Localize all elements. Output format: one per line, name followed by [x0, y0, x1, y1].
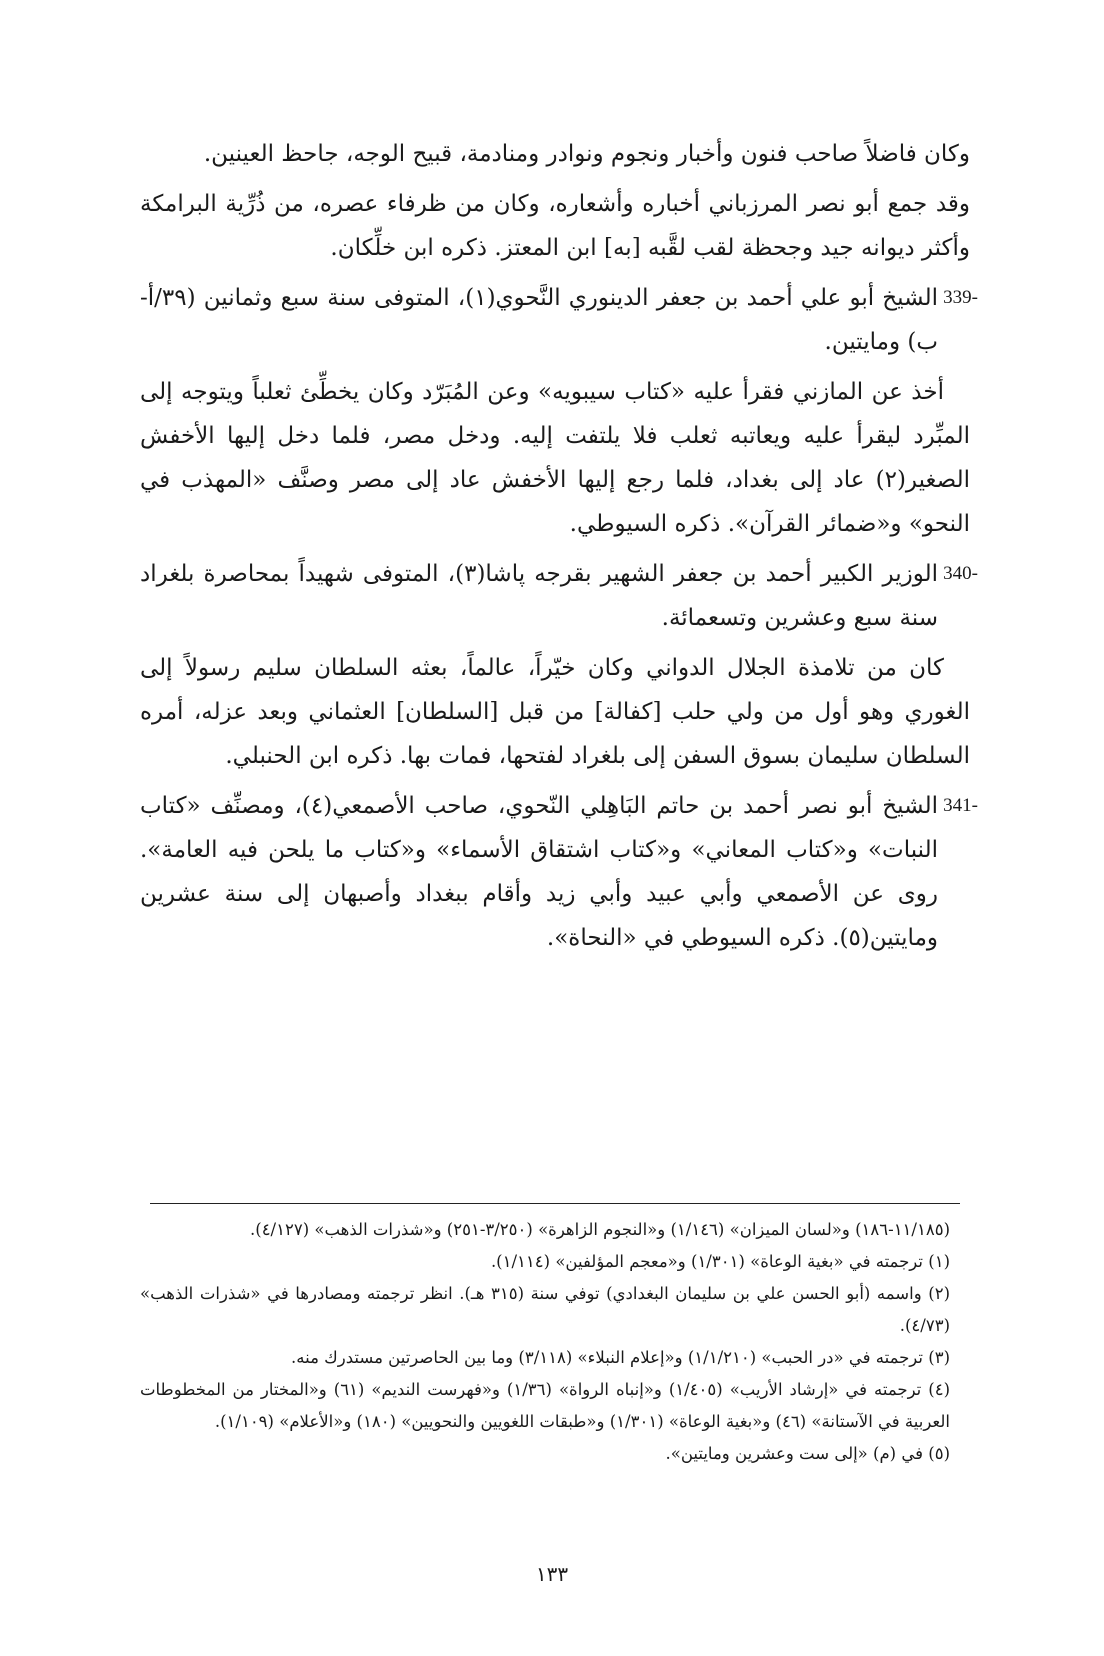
entry-340	[140, 552, 978, 640]
entry-heading: الوزير الكبير أحمد بن جعفر الشهير بقرجه پاشا(٣)، المتوفى شهيداً بمحاصرة بلغراد سنة سبع وعشرين وتسعمائة.	[140, 561, 938, 631]
entry-number: 340-	[943, 563, 978, 584]
footnote-divider	[150, 1203, 960, 1204]
footnote-1: (١) ترجمته في «بغية الوعاة» (١/٣٠١) و«معجم المؤلفين» (١/١١٤).	[490, 1252, 950, 1271]
footnote-4: (٤) ترجمته في «إرشاد الأريب» (١/٤٠٥) و«إنباه الرواة» (١/٣٦) و«فهرست النديم» (٦١) و«المختار من المخطوطات العربية في الآستانة» (٤٦) و«بغية الوعاة» (١/٣٠١) و«طبقات اللغويين والنحويين» (١٨٠) و«الأعلام» (١/١٠٩).	[140, 1380, 950, 1431]
entry-heading: الشيخ أبو نصر أحمد بن حاتم البَاهِلي النّحوي، صاحب الأصمعي(٤)، ومصنِّف «كتاب النبات» و«كتاب المعاني» و«كتاب اشتقاق الأسماء» و«كتاب ما يلحن فيه العامة». روى عن الأصمعي وأبي عبيد وأبي زيد وأقام ببغداد وأصبهان إلى سنة عشرين ومايتين(٥). ذكره السيوطي في «النحاة».	[140, 793, 938, 951]
entry-text: كان من تلامذة الجلال الدواني وكان خيّراً، عالماً، بعثه السلطان سليم رسولاً إلى الغوري وهو أول من ولي حلب [كفالة] من قبل [السلطان] العثماني وبعد عزله، أمره السلطان سليمان بسوق السفن إلى بلغراد لفتحها، فمات بها. ذكره ابن الحنبلي.	[140, 655, 970, 769]
entry-text: أخذ عن المازني فقرأ عليه «كتاب سيبويه» وعن المُبَرّد وكان يخطِّئ ثعلباً ويتوجه إلى المبِّرد ليقرأ عليه ويعاتبه ثعلب فلا يلتفت إليه. ودخل مصر، فلما دخل إليها الأخفش الصغير(٢) عاد إلى بغداد، فلما رجع إليها الأخفش عاد إلى مصر وصنَّف «المهذب في النحو» و«ضمائر القرآن». ذكره السيوطي.	[140, 379, 970, 537]
entry-339	[140, 276, 978, 364]
footnote-5: (٥) في (م) «إلى ست وعشرين ومايتين».	[665, 1444, 950, 1463]
footnote-continuation: (١١/١٨٥-١٨٦) و«لسان الميزان» (١/١٤٦) و«النجوم الزاهرة» (٣/٢٥٠-٢٥١) و«شذرات الذهب» (٤/١٢٧).	[250, 1220, 950, 1239]
footnotes	[140, 1214, 950, 1470]
footnote-2: (٢) واسمه (أبو الحسن علي بن سليمان البغدادي) توفي سنة (٣١٥ هـ). انظر ترجمته ومصادرها في «شذرات الذهب» (٤/٧٣).	[140, 1284, 950, 1335]
entry-341	[140, 784, 978, 960]
page-number: ١٣٣	[535, 1562, 569, 1586]
footnote-3: (٣) ترجمته في «در الحبب» (١/١/٢١٠) و«إعلام النبلاء» (٣/١١٨) وما بين الحاصرتين مستدرك منه.	[291, 1348, 950, 1367]
intro-line-2: وقد جمع أبو نصر المرزباني أخباره وأشعاره، وكان من ظرفاء عصره، من ذُرِّية البرامكة وأكثر ديوانه جيد وجحظة لقب لقَّبه [به] ابن المعتز. ذكره ابن خلِّكان.	[140, 191, 970, 261]
intro-line-1: وكان فاضلاً صاحب فنون وأخبار ونجوم ونوادر ومنادمة، قبيح الوجه، جاحظ العينين.	[203, 141, 970, 167]
entry-number: 339-	[943, 287, 978, 308]
entry-number: 341-	[943, 795, 978, 816]
main-text	[140, 132, 978, 966]
entry-heading: الشيخ أبو علي أحمد بن جعفر الدينوري النَّحوي(١)، المتوفى سنة سبع وثمانين (٣٩/أ- ب) ومايتين.	[140, 285, 938, 355]
